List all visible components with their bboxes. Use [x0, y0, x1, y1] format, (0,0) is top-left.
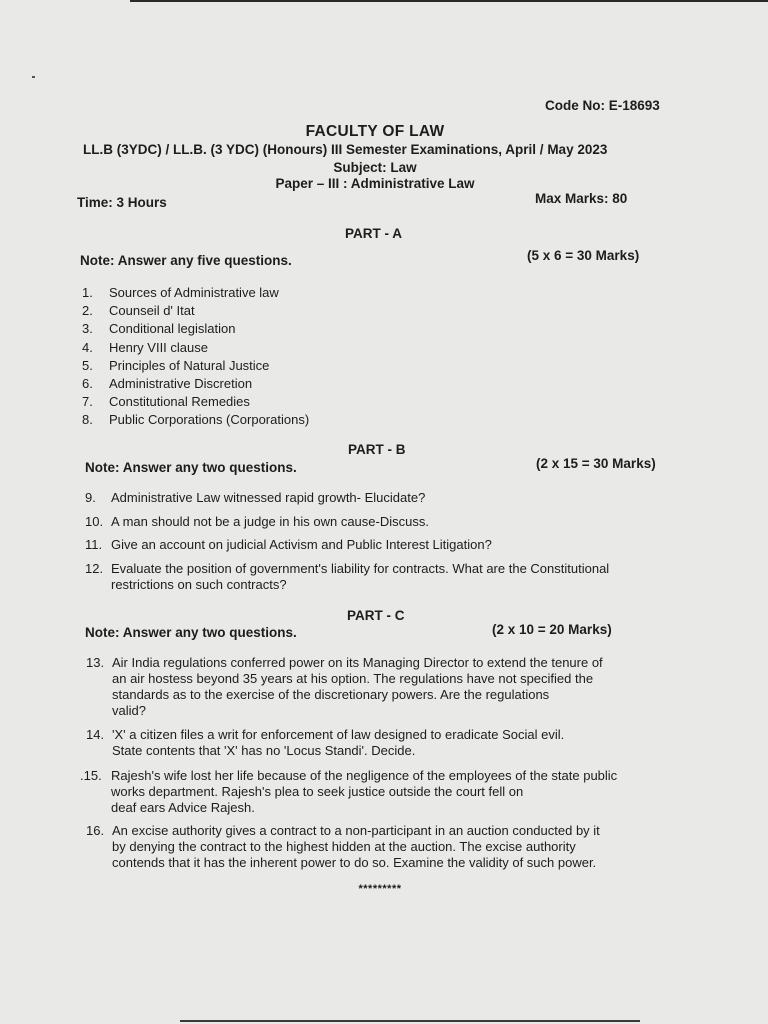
- code-number: Code No: E-18693: [545, 98, 660, 113]
- question-number: 13.: [86, 655, 105, 670]
- scan-speck: [32, 76, 35, 78]
- question-number: 16.: [86, 823, 105, 838]
- question-text-line: Evaluate the position of government's liability for contracts. What are the Constitutional: [111, 561, 610, 576]
- max-marks: Max Marks: 80: [535, 191, 628, 206]
- list-item: [82, 375, 309, 393]
- part-b-note: Note: Answer any two questions.: [85, 460, 297, 475]
- page-bottom-edge: [180, 1020, 640, 1022]
- question-text-line: Rajesh's wife lost her life because of the negligence of the employees of the state public: [111, 768, 618, 783]
- question-number: 9.: [85, 490, 96, 505]
- question-number: 7.: [82, 394, 93, 410]
- part-c-marks: (2 x 10 = 20 Marks): [492, 622, 612, 637]
- question-number: 3.: [82, 321, 93, 337]
- question-text-line: Administrative Law witnessed rapid growth- Elucidate?: [111, 490, 426, 505]
- part-a-marks: (5 x 6 = 30 Marks): [527, 248, 640, 263]
- question-number: 6.: [82, 376, 93, 392]
- page-top-edge: [130, 0, 768, 2]
- question-text-line: contends that it has the inherent power to do so. Examine the validity of such power.: [112, 855, 597, 870]
- question-text: Henry VIII clause: [109, 339, 208, 355]
- question-number: 10.: [85, 514, 104, 529]
- list-item: [82, 320, 309, 338]
- question-text-line: works department. Rajesh's plea to seek justice outside the court fell on: [111, 784, 524, 799]
- list-item: [82, 339, 309, 357]
- end-marker: *********: [358, 883, 402, 895]
- question-text: Constitutional Remedies: [109, 394, 250, 410]
- question-number: 12.: [85, 561, 104, 576]
- part-b-title: PART - B: [348, 442, 406, 457]
- question-text: Administrative Discretion: [109, 376, 253, 392]
- question-number: 5.: [82, 357, 93, 373]
- question-text: Public Corporations (Corporations): [109, 412, 310, 428]
- question-number: 14.: [86, 727, 105, 742]
- time-allowed: Time: 3 Hours: [77, 195, 167, 210]
- question-text-line: Air India regulations conferred power on its Managing Director to extend the tenure of: [112, 655, 603, 670]
- part-a-question-list: [82, 284, 309, 430]
- list-item: [82, 393, 309, 411]
- part-c-note: Note: Answer any two questions.: [85, 625, 297, 640]
- list-item: [82, 411, 309, 429]
- question-text: Sources of Administrative law: [109, 285, 279, 300]
- question-text: Conditional legislation: [109, 321, 236, 337]
- question-text-line: an air hostess beyond 35 years at his option. The regulations have not specified the: [112, 671, 594, 686]
- question-text-line: deaf ears Advice Rajesh.: [111, 800, 255, 815]
- question-text: Counseil d' Itat: [109, 303, 195, 319]
- question-text-line: State contents that 'X' has no 'Locus Standi'. Decide.: [112, 743, 416, 758]
- question-text-line: 'X' a citizen files a writ for enforcement of law designed to eradicate Social evil.: [112, 727, 565, 742]
- list-item: [82, 284, 309, 302]
- question-number: .15.: [80, 768, 102, 783]
- paper-title: Paper – III : Administrative Law: [275, 176, 475, 191]
- question-text-line: by denying the contract to the highest hidden at the auction. The excise authority: [112, 839, 576, 854]
- part-a-note: Note: Answer any five questions.: [80, 253, 292, 268]
- part-b-marks: (2 x 15 = 30 Marks): [536, 456, 656, 471]
- list-item: [82, 302, 309, 320]
- question-number: 11.: [85, 537, 103, 552]
- exam-title: LL.B (3YDC) / LL.B. (3 YDC) (Honours) III Semester Examinations, April / May 2023: [83, 142, 608, 157]
- question-number: 8.: [82, 412, 93, 428]
- faculty-title: FACULTY OF LAW: [305, 123, 445, 140]
- question-text: Principles of Natural Justice: [109, 357, 270, 373]
- part-a-title: PART - A: [345, 226, 402, 241]
- list-item: [82, 357, 309, 375]
- question-number: 4.: [82, 339, 93, 355]
- question-text-line: Give an account on judicial Activism and Public Interest Litigation?: [111, 537, 492, 552]
- question-number: 2.: [82, 303, 93, 319]
- question-text-line: restrictions on such contracts?: [111, 577, 287, 592]
- question-text-line: An excise authority gives a contract to a non-participant in an auction conducted by it: [112, 823, 600, 838]
- subject-line: Subject: Law: [333, 160, 417, 175]
- question-text-line: A man should not be a judge in his own cause-Discuss.: [111, 514, 429, 529]
- question-text-line: standards as to the exercise of the discretionary powers. Are the regulations: [112, 687, 550, 702]
- question-text-line: valid?: [112, 703, 146, 718]
- question-number: 1.: [82, 285, 93, 300]
- part-c-title: PART - C: [347, 608, 405, 623]
